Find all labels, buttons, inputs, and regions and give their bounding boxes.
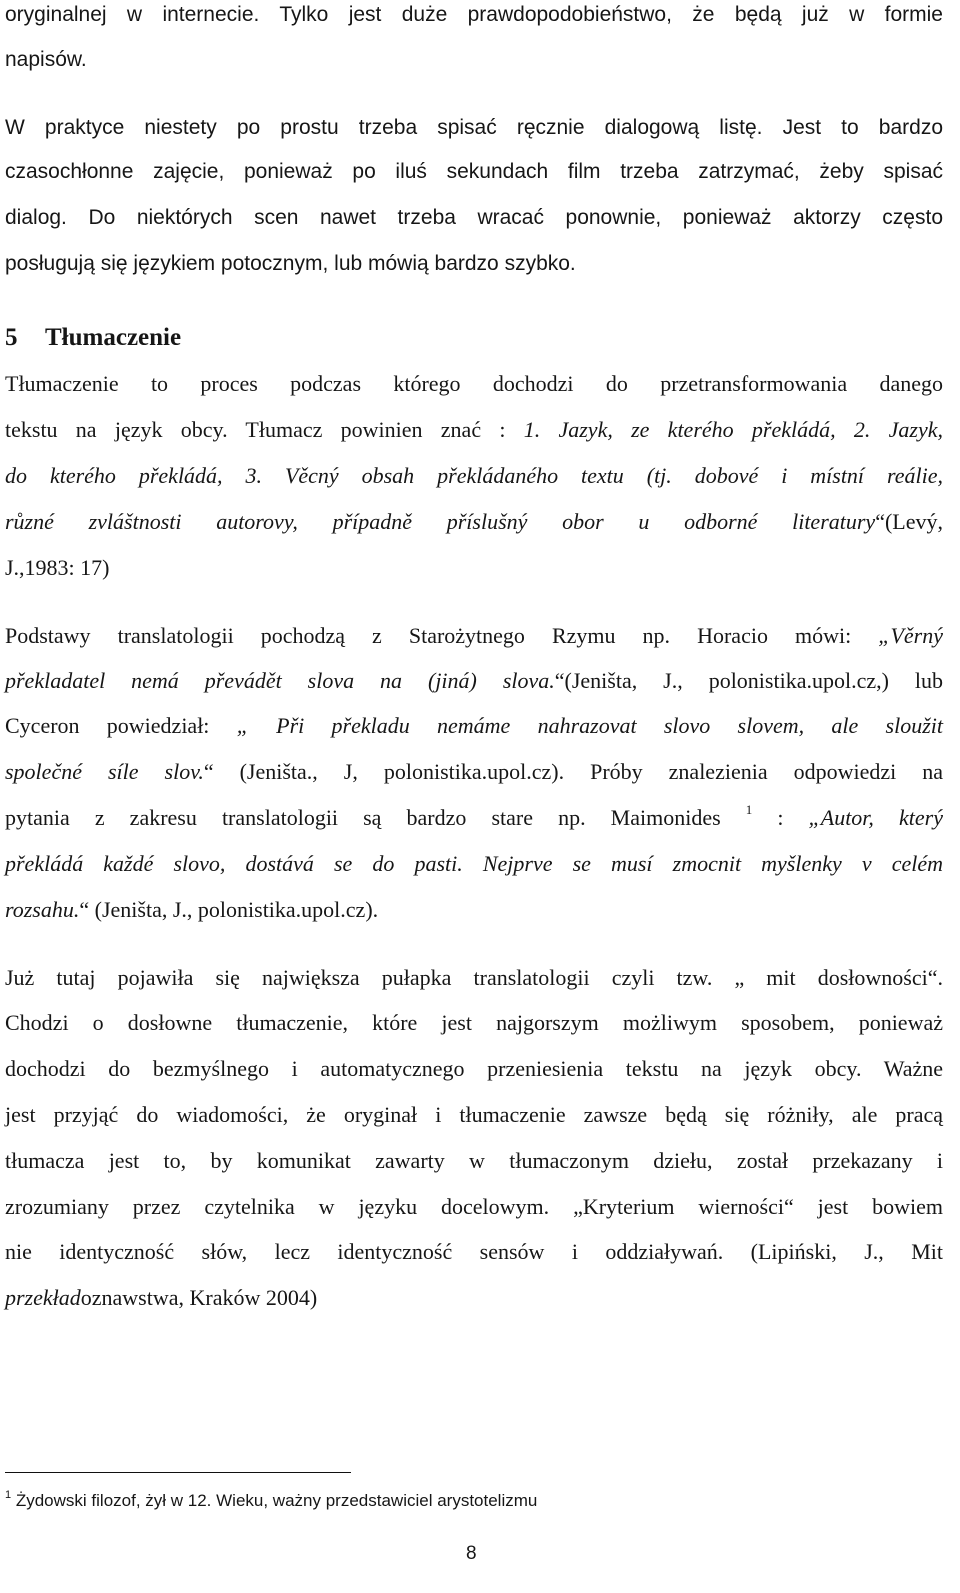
- text-line: oryginalnej w internecie. Tylko jest duże prawdopodobieństwo, że będą już w formie: [5, 3, 943, 26]
- section-title: Tłumaczenie: [45, 324, 182, 351]
- footnote-reference[interactable]: 1: [745, 802, 753, 817]
- text-line: [5, 1283, 943, 1313]
- text-span: Podstawy translatologii pochodzą z Starożytnego Rzymu np. Horacio mówi:: [5, 623, 879, 648]
- footnote-separator: [5, 1472, 351, 1473]
- text-line: [5, 507, 943, 537]
- italic-quote: společné síle slov.: [5, 759, 204, 784]
- text-line: J.,1983: 17): [5, 555, 110, 580]
- page-number: 8: [466, 1543, 477, 1564]
- italic-quote: „Věrný: [878, 623, 943, 648]
- text-span: “(Levý,: [875, 509, 943, 534]
- text-line: tłumacza jest to, by komunikat zawarty w tłumaczonym dziełu, został przekazany i: [5, 1148, 943, 1173]
- text-line: [5, 415, 943, 445]
- text-span: Cyceron powiedział:: [5, 713, 237, 738]
- text-line: czasochłonne zajęcie, ponieważ po iluś sekundach film trzeba zatrzymać, żeby spisać: [5, 160, 943, 183]
- text-line: [5, 711, 943, 741]
- footnote-marker: 1: [5, 1489, 12, 1501]
- text-span: :: [752, 805, 809, 830]
- text-span: dialog.: [5, 206, 89, 229]
- text-line: [5, 666, 943, 696]
- text-span: “ (Jeništa, J., polonistika.upol.cz).: [79, 897, 379, 922]
- italic-quote: 1. Jazyk, ze kterého překládá, 2. Jazyk,: [523, 417, 943, 442]
- italic-quote: przekład: [5, 1285, 81, 1310]
- text-line: napisów.: [5, 48, 87, 71]
- italic-quote: do kterého překládá, 3. Věcný obsah překládaného textu (tj. dobové i místní reálie,: [5, 463, 943, 488]
- text-line: jest przyjąć do wiadomości, że oryginał i tłumaczenie zawsze będą się różniły, ale pracą: [5, 1102, 943, 1127]
- text-line: Chodzi o dosłowne tłumaczenie, które jest najgorszym możliwym sposobem, ponieważ: [5, 1010, 943, 1035]
- text-line: posługują się językiem potocznym, lub mówią bardzo szybko.: [5, 252, 576, 275]
- italic-quote: „ Při překladu nemáme nahrazovat slovo slovem, ale sloužit: [236, 713, 943, 738]
- text-line: [5, 461, 943, 491]
- text-line: nie identyczność słów, lecz identyczność sensów i oddziaływań. (Lipiński, J., Mit: [5, 1239, 943, 1264]
- footnote-text: Żydowski filozof, żył w 12. Wieku, ważny przedstawiciel arystotelizmu: [11, 1491, 538, 1510]
- text-line: dochodzi do bezmyślnego i automatycznego przeniesienia tekstu na język obcy. Ważne: [5, 1056, 943, 1081]
- text-span: Do niektórych scen nawet trzeba wracać ponownie, ponieważ aktorzy często: [88, 206, 943, 229]
- text-span: “ (Jeništa., J, polonistika.upol.cz). Próby znalezienia odpowiedzi na: [203, 759, 943, 784]
- footnote: [5, 1489, 537, 1513]
- text-line: zrozumiany przez czytelnika w języku docelowym. „Kryterium wierności“ jest bowiem: [5, 1194, 943, 1219]
- text-line: [5, 757, 943, 787]
- text-line: [5, 895, 943, 925]
- italic-quote: překládá každé slovo, dostává se do pasti. Nejprve se musí zmocnit myšlenky v celém: [5, 851, 943, 876]
- text-line: Tłumaczenie to proces podczas którego dochodzi do przetransformowania danego: [5, 371, 943, 396]
- text-line: [5, 803, 943, 833]
- italic-quote: „Autor, který: [808, 805, 943, 830]
- section-heading: [5, 321, 181, 355]
- text-span: pytania z zakresu translatologii są bardzo stare np. Maimonides: [5, 805, 746, 830]
- text-line: [5, 203, 943, 233]
- text-line: [5, 849, 943, 879]
- text-span: tekstu na język obcy. Tłumacz powinien znać :: [5, 417, 524, 442]
- italic-quote: různé zvláštnosti autorovy, případně příslušný obor u odborné literatury: [5, 509, 876, 534]
- text-line: [5, 621, 943, 651]
- text-line: Już tutaj pojawiła się największa pułapka translatologii czyli tzw. „ mit dosłowności“.: [5, 965, 943, 990]
- italic-quote: rozsahu.: [5, 897, 80, 922]
- italic-quote: překladatel nemá převádět slova na (jiná) slova.: [5, 668, 555, 693]
- text-line: W praktyce niestety po prostu trzeba spisać ręcznie dialogową listę. Jest to bardzo: [5, 116, 943, 139]
- text-span: oznawstwa, Kraków 2004): [80, 1285, 318, 1310]
- text-span: “(Jeništa, J., polonistika.upol.cz,) lub: [554, 668, 943, 693]
- section-number: 5: [5, 324, 18, 351]
